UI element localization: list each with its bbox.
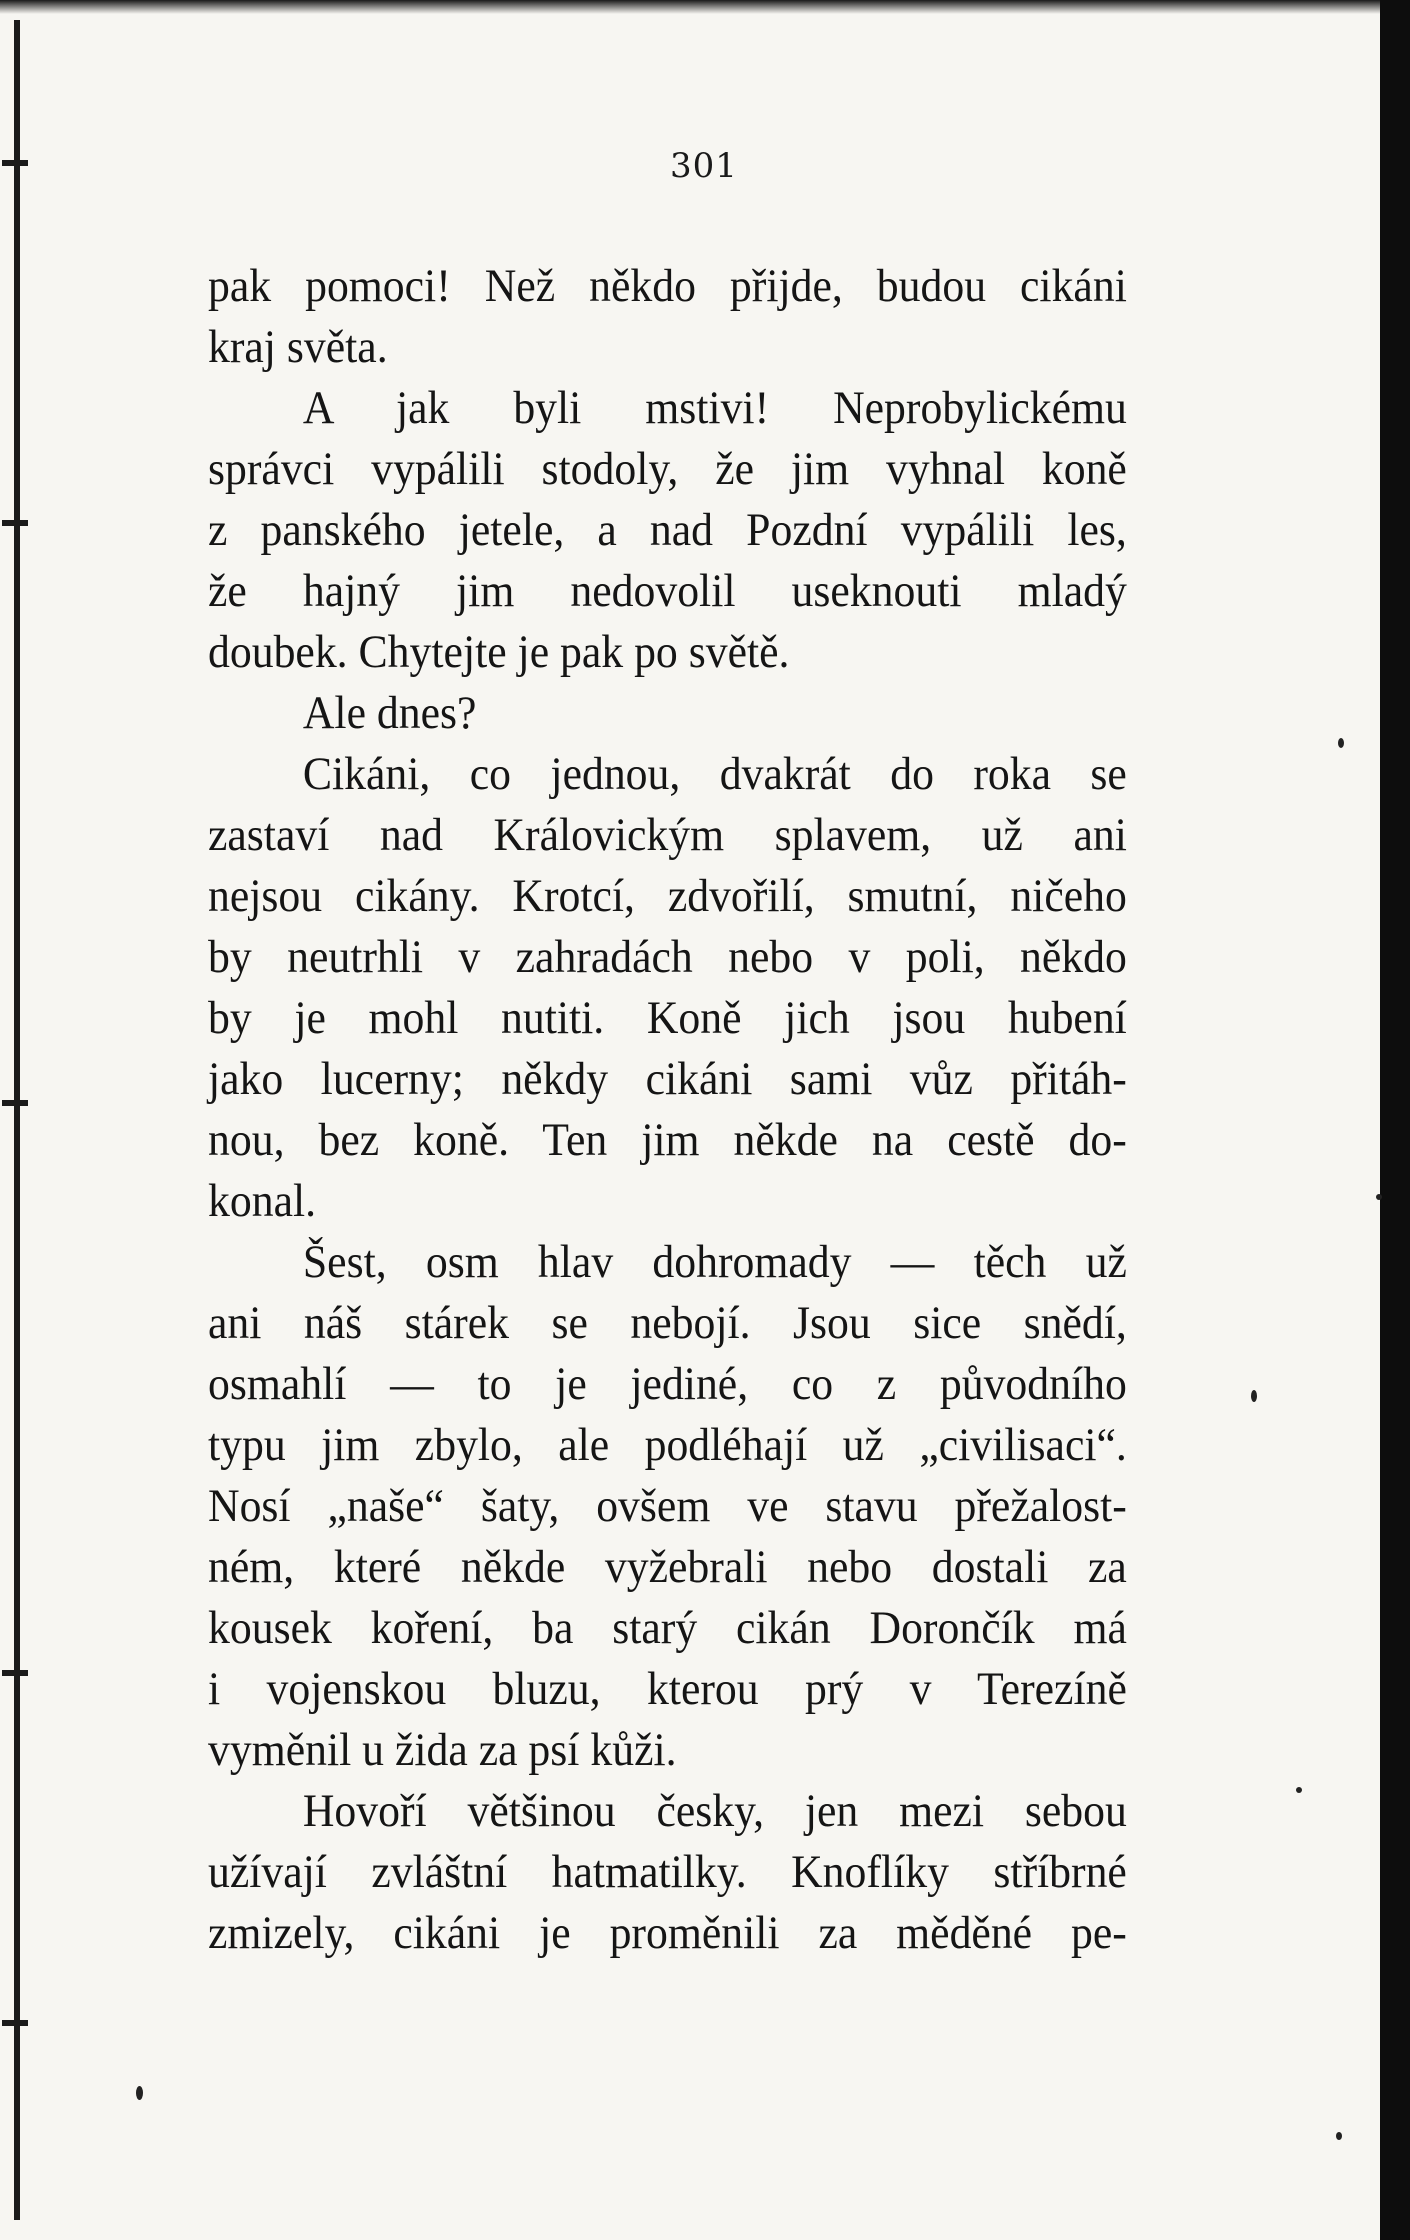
text-line: nou, bez koně. Ten jim někde na cestě do- [208,1114,1127,1166]
binding-edge-line [14,20,20,2220]
text-line: jako lucerny; někdy cikáni sami vůz přitáh- [208,1053,1127,1105]
text-line: že hajný jim nedovolil useknouti mladý [208,565,1127,617]
text-line: pak pomoci! Než někdo přijde, budou cikáni [208,260,1127,312]
text-line: by je mohl nutiti. Koně jich jsou hubení [208,992,1127,1044]
text-line: vyměnil u žida za psí kůži. [208,1724,677,1776]
binding-tick-mark [2,2020,28,2026]
binding-tick-mark [2,520,28,526]
text-line: Hovoří většinou česky, jen mezi sebou [302,1785,1127,1837]
scan-speck [1296,1787,1302,1793]
scan-speck [136,2086,143,2100]
scan-right-edge [1380,0,1410,2240]
text-line: Šest, osm hlav dohromady — těch už [302,1236,1127,1288]
page-number: 301 [670,146,738,186]
body-text [208,256,1127,1964]
text-line: kousek koření, ba starý cikán Dorončík má [208,1602,1127,1654]
text-line: kraj světa. [208,321,388,373]
text-line: z panského jetele, a nad Pozdní vypálili les, [208,504,1127,556]
scan-speck [1376,1194,1382,1200]
scan-top-edge [0,0,1410,14]
text-line: nejsou cikány. Krotcí, zdvořilí, smutní, ničeho [208,870,1127,922]
text-line: konal. [208,1175,317,1227]
text-line: správci vypálili stodoly, že jim vyhnal koně [208,443,1127,495]
text-line: Cikáni, co jednou, dvakrát do roka se [302,748,1127,800]
text-line: Ale dnes? [302,687,477,739]
text-line: zastaví nad Královickým splavem, už ani [208,809,1127,861]
binding-tick-mark [2,160,28,166]
scan-speck [1336,2132,1342,2140]
text-line: užívají zvláštní hatmatilky. Knoflíky stříbrné [208,1846,1127,1898]
text-line: zmizely, cikáni je proměnili za měděné pe- [208,1907,1127,1959]
text-line: osmahlí — to je jediné, co z původního [208,1358,1127,1410]
text-line: ném, které někde vyžebrali nebo dostali za [208,1541,1127,1593]
binding-tick-mark [2,1670,28,1676]
text-line: ani náš stárek se nebojí. Jsou sice snědí, [208,1297,1127,1349]
scan-speck [1251,1390,1257,1402]
text-line: Nosí „naše“ šaty, ovšem ve stavu přežalost- [208,1480,1127,1532]
text-line: i vojenskou bluzu, kterou prý v Terezíně [208,1663,1127,1715]
scan-speck [1338,738,1344,748]
text-line: typu jim zbylo, ale podléhají už „civilisaci“. [208,1419,1127,1471]
text-line: doubek. Chytejte je pak po světě. [208,626,790,678]
text-line: A jak byli mstivi! Neprobylickému [302,382,1127,434]
text-line: by neutrhli v zahradách nebo v poli, někdo [208,931,1127,983]
binding-tick-mark [2,1100,28,1106]
